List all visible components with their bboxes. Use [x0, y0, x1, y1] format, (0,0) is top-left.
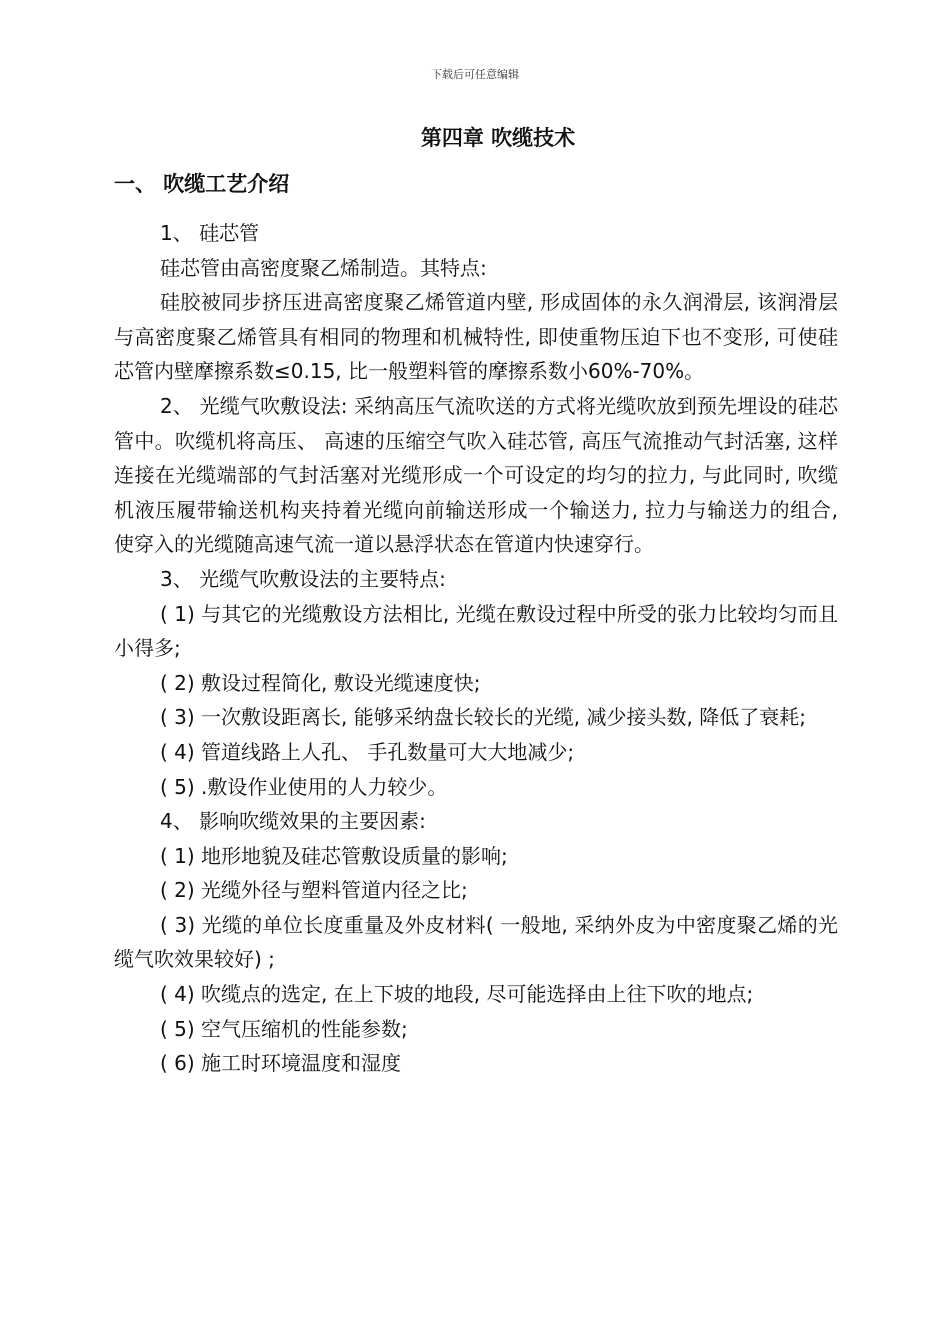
- list-item: ( 2) 光缆外径与塑料管道内径之比;: [160, 878, 468, 903]
- list-item: ( 4) 管道线路上人孔、 手孔数量可大大地减少;: [160, 739, 575, 764]
- list-item: ( 1) 地形地貌及硅芯管敷设质量的影响;: [160, 843, 508, 868]
- page-header: 下载后可任意编辑: [431, 68, 519, 81]
- document-body: [114, 216, 838, 1081]
- list-item: ( 4) 吹缆点的选定, 在上下坡的地段, 尽可能选择由上往下吹的地点;: [160, 982, 754, 1007]
- list-item: ( 3) 光缆的单位长度重量及外皮材料( 一般地, 采纳外皮为中密度聚乙烯的光缆气吹效果较好) ;: [114, 912, 838, 972]
- chapter-title: 第四章 吹缆技术: [420, 126, 576, 150]
- item-heading-1: 1、 硅芯管: [160, 221, 260, 245]
- list-item: ( 5) .敷设作业使用的人力较少。: [160, 774, 448, 799]
- item-heading-3: 3、 光缆气吹敷设法的主要特点:: [160, 566, 446, 591]
- section-heading: 一、 吹缆工艺介绍: [114, 172, 290, 196]
- list-item: ( 6) 施工时环境温度和湿度: [160, 1051, 402, 1076]
- paragraph: 硅芯管由高密度聚乙烯制造。其特点:: [160, 255, 487, 280]
- list-item: ( 1) 与其它的光缆敷设方法相比, 光缆在敷设过程中所受的张力比较均匀而且小得多;: [114, 601, 838, 661]
- list-item: ( 5) 空气压缩机的性能参数;: [160, 1016, 408, 1041]
- item-heading-4: 4、 影响吹缆效果的主要因素:: [160, 809, 426, 834]
- list-item: ( 2) 敷设过程简化, 敷设光缆速度快;: [160, 670, 481, 695]
- list-item: ( 3) 一次敷设距离长, 能够采纳盘长较长的光缆, 减少接头数, 降低了衰耗;: [160, 705, 806, 730]
- paragraph: 硅胶被同步挤压进高密度聚乙烯管道内壁, 形成固体的永久润滑层, 该润滑层与高密度聚乙烯管具有相同的物理和机械特性, 即使重物压迫下也不变形, 可使硅芯管内壁摩擦系数≤0.15, 比一般塑料管的摩擦系数小60%-70%。: [114, 290, 838, 384]
- paragraph: 2、 光缆气吹敷设法: 采纳高压气流吹送的方式将光缆吹放到预先埋设的硅芯管中。吹缆机将高压、 高速的压缩空气吹入硅芯管, 高压气流推动气封活塞, 这样连接在光缆端部的气封活塞对光缆形成一个可设定的均匀的拉力, 与此同时, 吹缆机液压履带输送机构夹持着光缆向前输送形成一个输送力, 拉力与输送力的组合, 使穿入的光缆随高速气流一道以悬浮状态在管道内快速穿行。: [114, 393, 838, 557]
